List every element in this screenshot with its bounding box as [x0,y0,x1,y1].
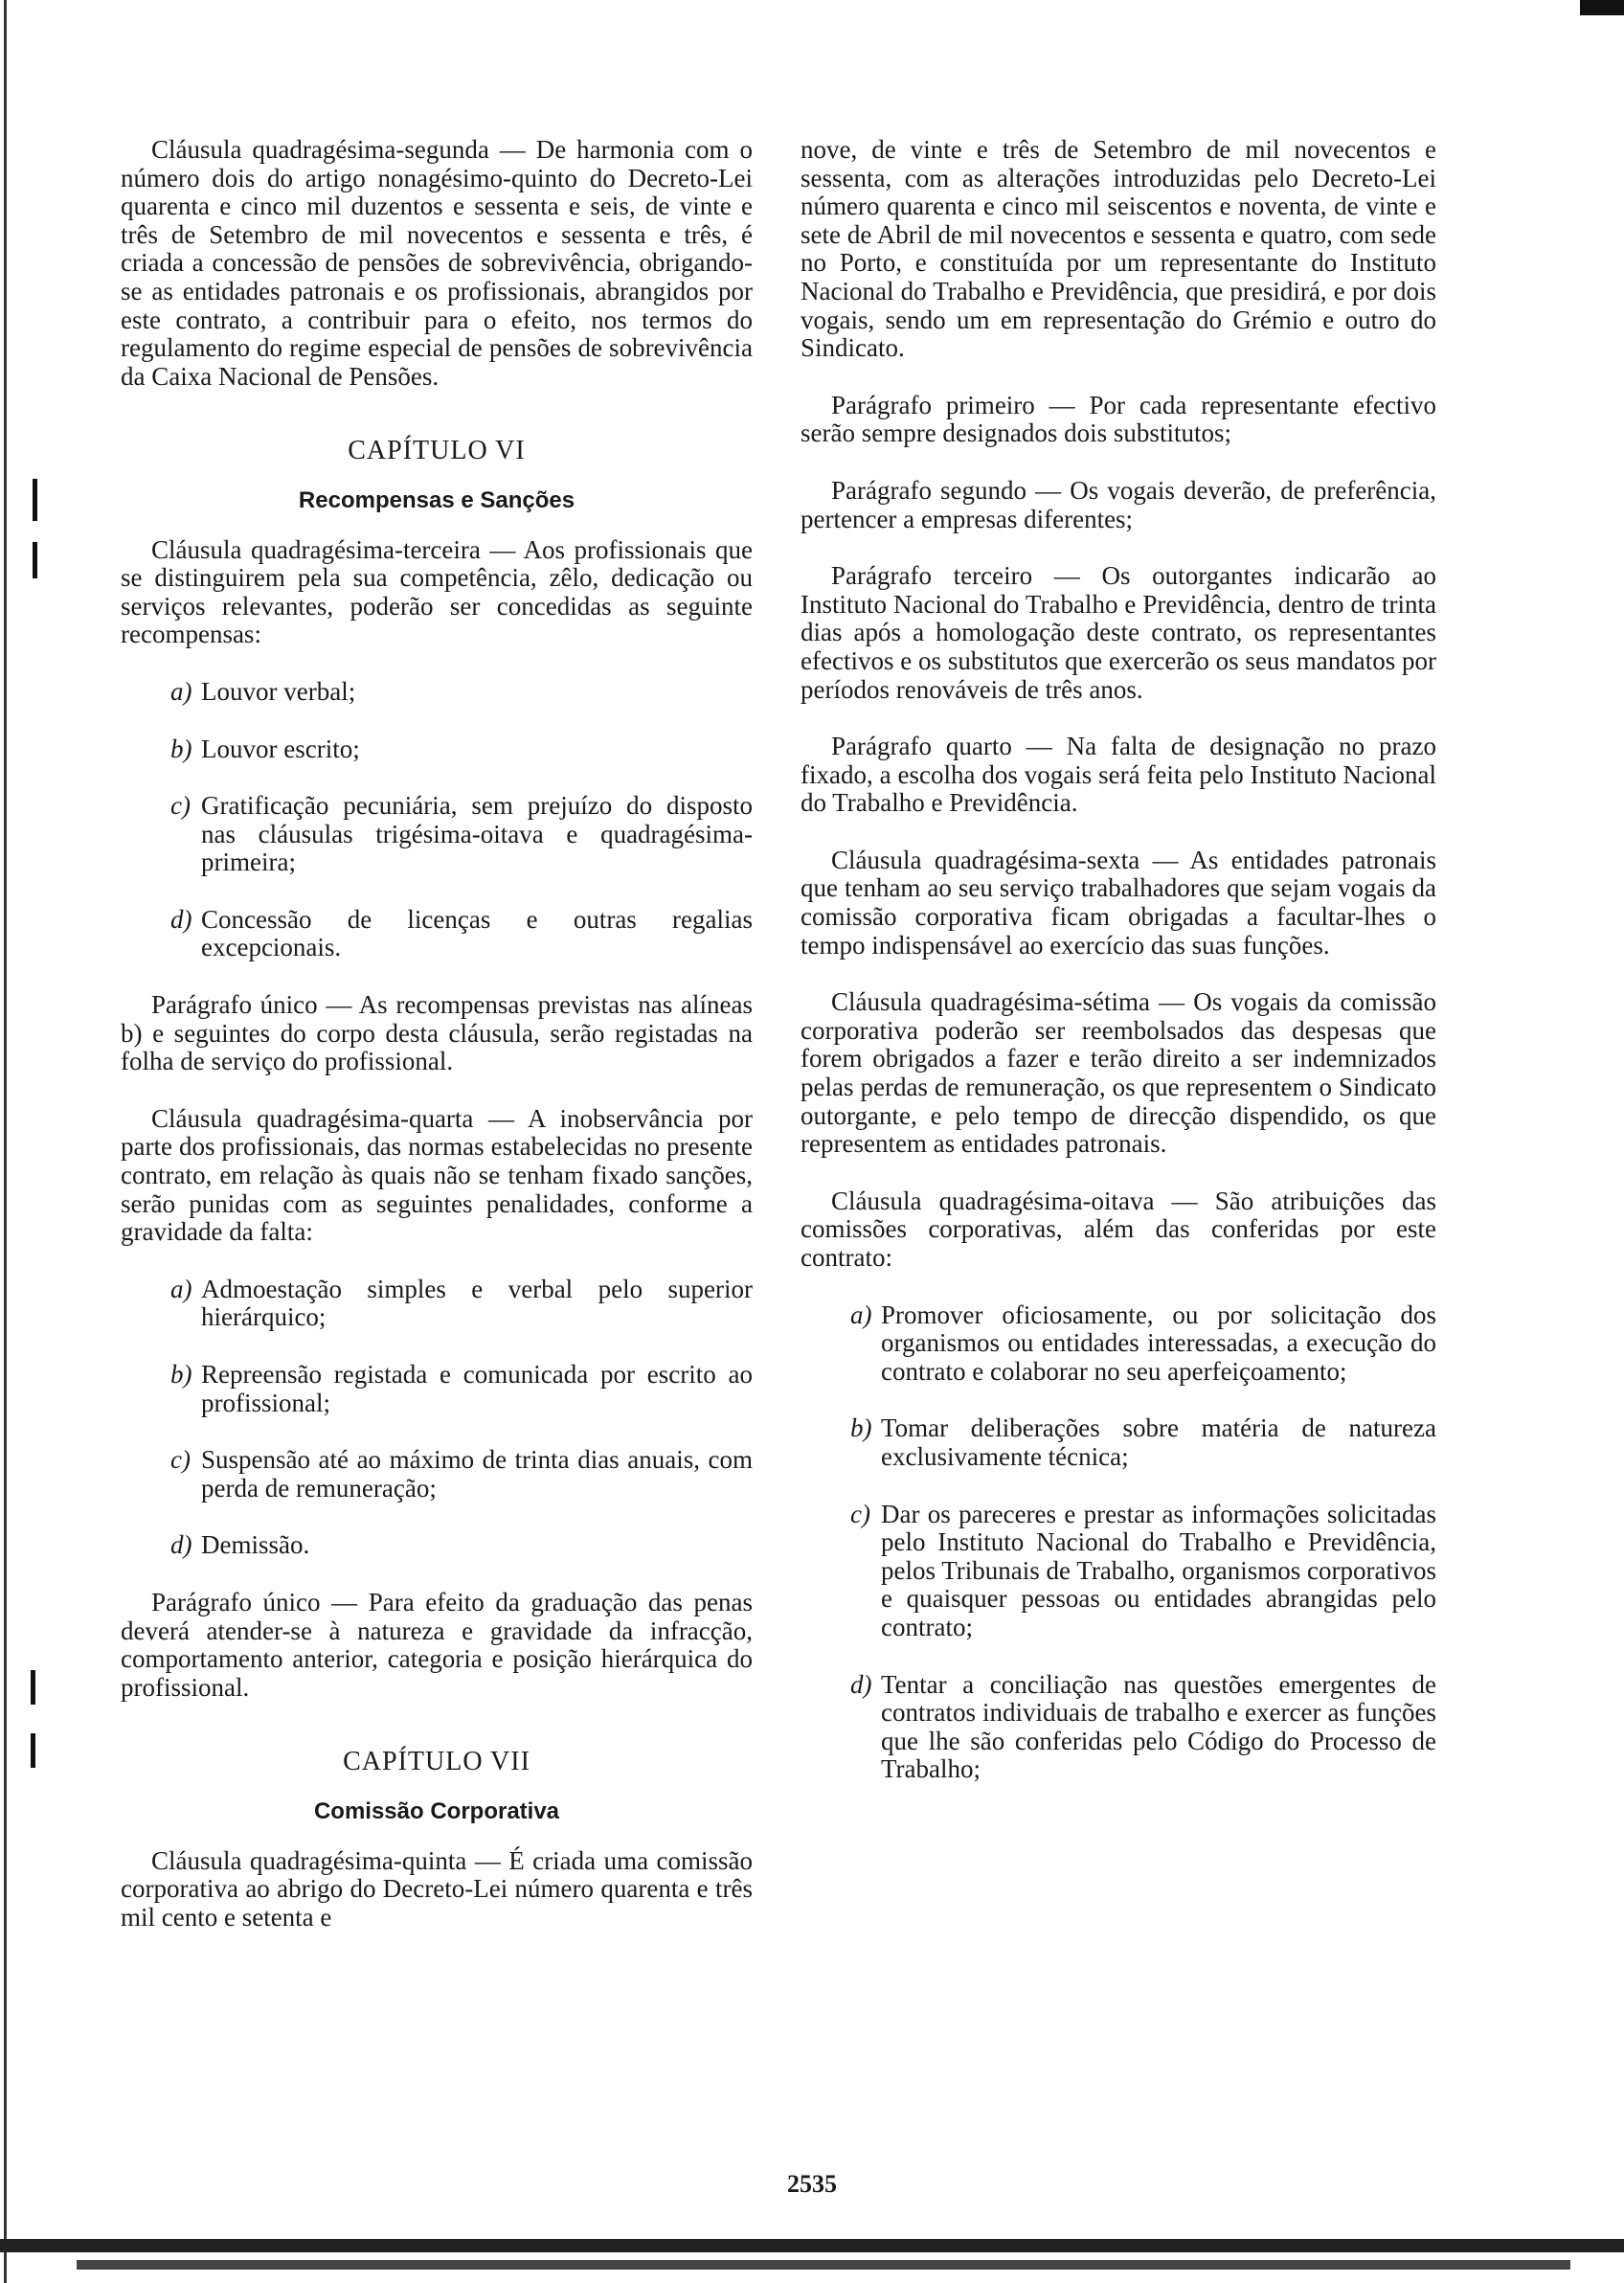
item-text: Louvor verbal; [201,676,356,706]
scan-edge-bottom-shadow [77,2260,1570,2270]
paragraph-second: Parágrafo segundo — Os vogais deverão, de preferência, pertencer a empresas diferentes; [801,475,1436,533]
paragraph-first: Parágrafo primeiro — Por cada representante efectivo serão sempre designados dois substitutos; [801,390,1436,448]
clause-42: Cláusula quadragésima-segunda — De harmonia com o número dois do artigo nonagésimo-quinto do Decreto-Lei quarenta e cinco mil duzentos e sessenta e seis, de vinte e três de Setembro de mil novecentos e sessenta e três, é criada a concessão de pensões de sobrevivência, obrigando-se as entidades patronais e os profissionais, abrangidos por este contrato, a contribuir para o efeito, nos termos do regulamento do regime especial de pensões de sobrevivência da Caixa Nacional de Pensões. [121,135,753,391]
item-letter: d) [850,1669,872,1699]
item-text: Dar os pareceres e prestar as informações solicitadas pelo Instituto Nacional do Trabalho e Previdência, pelos Tribunais de Trabalho, organismos corporativos e quaisquer pessoas ou entidades abrangidas pelo contrato; [881,1499,1436,1641]
paragraph-fourth: Parágrafo quarto — Na falta de designação no prazo fixado, a escolha dos vogais será feita pelo Instituto Nacional do Trabalho e Previdência. [801,732,1436,818]
item-text: Admoestação simples e verbal pelo superior hierárquico; [201,1274,753,1332]
list-item [850,1414,1436,1471]
margin-mark [31,1670,35,1705]
list-item [170,678,753,707]
scan-edge-bottom [0,2239,1624,2252]
right-column [801,136,1436,1784]
margin-mark [33,542,37,578]
item-letter: d) [170,1530,192,1560]
list-item [850,1501,1436,1642]
margin-mark [33,479,37,521]
item-text: Louvor escrito; [201,734,360,763]
clause-47: Cláusula quadragésima-sétima — Os vogais da comissão corporativa poderão ser reembolsados das despesas que forem obrigados a fazer e terão direito a ser indemnizados pelas perdas de remuneração, os que representem o Sindicato outorgante, e pelo tempo de direcção dispendido, os que representem as entidades patronais. [801,987,1436,1159]
item-text: Suspensão até ao máximo de trinta dias anuais, com perda de remuneração; [201,1445,753,1503]
list-item [170,792,753,877]
item-letter: b) [170,1360,192,1389]
chapter-7-subtitle: Comissão Corporativa [313,1797,560,1824]
list-item [850,1671,1436,1784]
item-letter: b) [850,1413,872,1443]
clause-44-paragraph: Parágrafo único — Para efeito da graduação das penas deverá atender-se à natureza e gravidade da infracção, comportamento anterior, categoria e posição hierárquica do profissional. [121,1587,753,1702]
chapter-6-subtitle: Recompensas e Sanções [298,486,575,513]
item-text: Tentar a conciliação nas questões emergentes de contratos individuais de trabalho e exercer as funções que lhe são conferidas pelo Código do Processo de Trabalho; [881,1669,1436,1784]
chapter-7-heading: CAPÍTULO VII [343,1747,530,1777]
item-letter: c) [850,1499,870,1528]
paragraph-third: Parágrafo terceiro — Os outorgantes indicarão ao Instituto Nacional do Trabalho e Previdência, dentro de trinta dias após a homologação deste contrato, os representantes efectivos e os substitutos que exercerão os seus mandatos por períodos renováveis de três anos. [801,561,1436,704]
item-text: Repreensão registada e comunicada por escrito ao profissional; [201,1360,753,1417]
scan-edge-top [1580,0,1624,15]
clause-48: Cláusula quadragésima-oitava — São atribuições das comissões corporativas, além das conferidas por este contrato: [801,1186,1436,1272]
margin-mark [31,1733,35,1768]
list-item [170,735,753,764]
item-text: Gratificação pecuniária, sem prejuízo do disposto nas cláusulas trigésima-oitava e quadragésima-primeira; [201,791,753,877]
item-text: Promover oficiosamente, ou por solicitação dos organismos ou entidades interessadas, a execução do contrato e colaborar no seu aperfeiçoamento; [881,1300,1436,1386]
list-item [850,1301,1436,1387]
chapter-6-heading: CAPÍTULO VI [348,436,526,466]
item-letter: a) [850,1300,872,1329]
item-letter: a) [170,1274,192,1303]
clause-44: Cláusula quadragésima-quarta — A inobservância por parte dos profissionais, das normas estabelecidas no presente contrato, em relação às quais não se tenham fixado sanções, serão punidas com as seguintes penalidades, conforme a gravidade da falta: [121,1103,753,1247]
clause-43: Cláusula quadragésima-terceira — Aos profissionais que se distinguirem pela sua competência, zêlo, dedicação ou serviços relevantes, poderão ser concedidas as seguinte recompensas: [121,534,753,649]
list-item [170,1361,753,1417]
item-text: Demissão. [201,1530,310,1560]
page-number: 2535 [787,2170,837,2198]
item-letter: d) [170,904,192,934]
clause-46: Cláusula quadragésima-sexta — As entidades patronais que tenham ao seu serviço trabalhadores que sejam vogais da comissão corporativa ficam obrigadas a facultar-lhes o tempo indispensável ao exercício das suas funções. [801,845,1436,960]
clause-45: Cláusula quadragésima-quinta — É criada uma comissão corporativa ao abrigo do Decreto-Lei número quarenta e três mil cento e setenta e [121,1845,753,1932]
item-text: Tomar deliberações sobre matéria de natureza exclusivamente técnica; [881,1413,1436,1471]
list-item [170,1276,753,1332]
item-letter: c) [170,791,191,821]
scan-edge-left [4,0,7,2283]
list-item [170,1446,753,1503]
clause-43-paragraph: Parágrafo único — As recompensas previstas nas alíneas b) e seguintes do corpo desta cláusula, serão registadas na folha de serviço do profissional. [121,990,753,1076]
item-letter: c) [170,1445,191,1475]
item-letter: a) [170,676,192,706]
clause-45-continued: nove, de vinte e três de Setembro de mil novecentos e sessenta, com as alterações introduzidas pelo Decreto-Lei número quarenta e cinco mil seiscentos e noventa, de vinte e sete de Abril de mil novecentos e sessenta e quatro, com sede no Porto, e constituída por um representante do Instituto Nacional do Trabalho e Previdência, que presidirá, e por dois vogais, sendo um em representação do Grémio e outro do Sindicato. [801,135,1436,363]
list-item [170,906,753,962]
item-text: Concessão de licenças e outras regalias excepcionais. [201,904,753,962]
left-column [121,136,753,1932]
item-letter: b) [170,734,192,763]
list-item [170,1531,753,1560]
